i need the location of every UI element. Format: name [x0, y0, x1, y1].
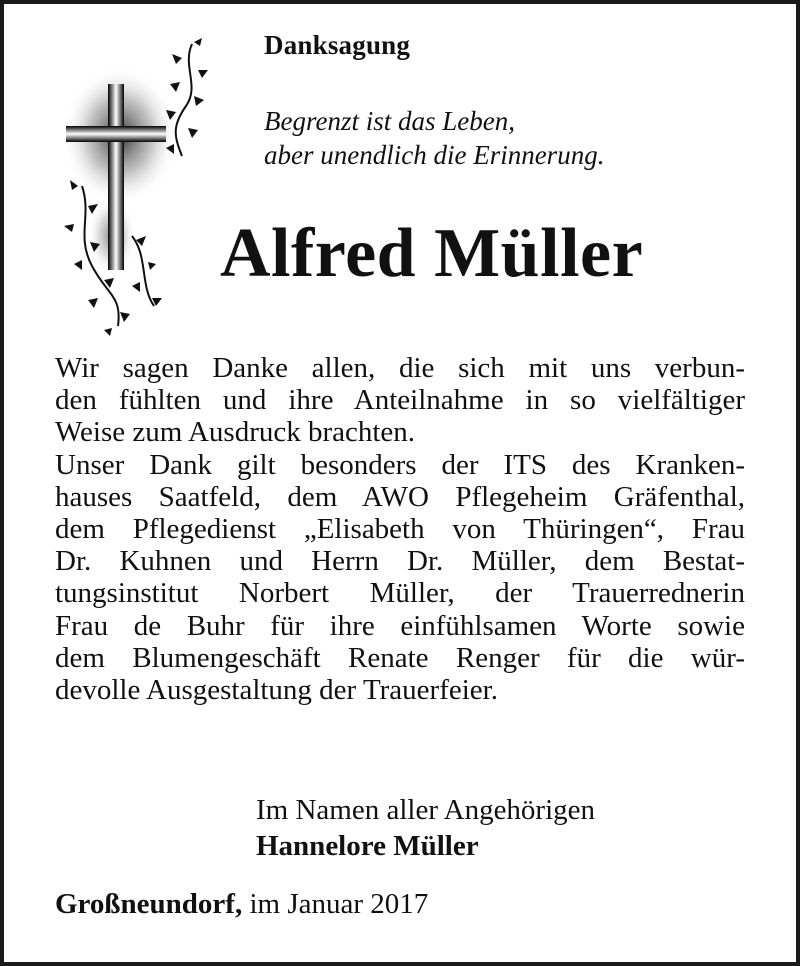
date: im Januar 2017 — [242, 888, 429, 920]
body-line: den fühlten und ihre Anteilnahme in so vielfältiger — [55, 384, 745, 417]
cross-with-ivy-icon — [62, 36, 222, 336]
body-line: Unser Dank gilt besonders der ITS des Kranken- — [55, 448, 745, 481]
motto-line: aber unendlich die Erinnerung. — [264, 140, 605, 170]
body-line: Wir sagen Danke allen, die sich mit uns verbun- — [55, 352, 745, 384]
signer-name: Hannelore Müller — [256, 830, 479, 862]
body-line: Weise zum Ausdruck brachten. — [55, 416, 416, 449]
body-line: dem Blumengeschäft Renate Renger für die wür- — [55, 641, 745, 674]
place-date — [55, 888, 428, 921]
signoff-line: Im Namen aller Angehörigen — [256, 794, 596, 826]
body-line: devolle Ausgestaltung der Trauerfeier. — [55, 674, 498, 707]
body-line: hauses Saatfeld, dem AWO Pflegeheim Gräfenthal, — [55, 480, 745, 513]
body-line: Dr. Kuhnen und Herrn Dr. Müller, dem Bestat- — [55, 545, 745, 578]
deceased-name: Alfred Müller — [220, 215, 644, 292]
motto-line: Begrenzt ist das Leben, — [264, 106, 515, 136]
heading-danksagung: Danksagung — [264, 30, 411, 60]
body-line: tungsinstitut Norbert Müller, der Trauerrednerin — [55, 577, 745, 610]
signoff — [256, 792, 595, 864]
place: Großneundorf, — [55, 888, 243, 920]
motto — [264, 104, 604, 172]
body-line: Frau de Buhr für ihre einfühlsamen Worte sowie — [55, 609, 745, 642]
body-line: dem Pflegedienst „Elisabeth von Thüringen“, Frau — [55, 513, 745, 546]
thank-you-text — [55, 352, 745, 706]
